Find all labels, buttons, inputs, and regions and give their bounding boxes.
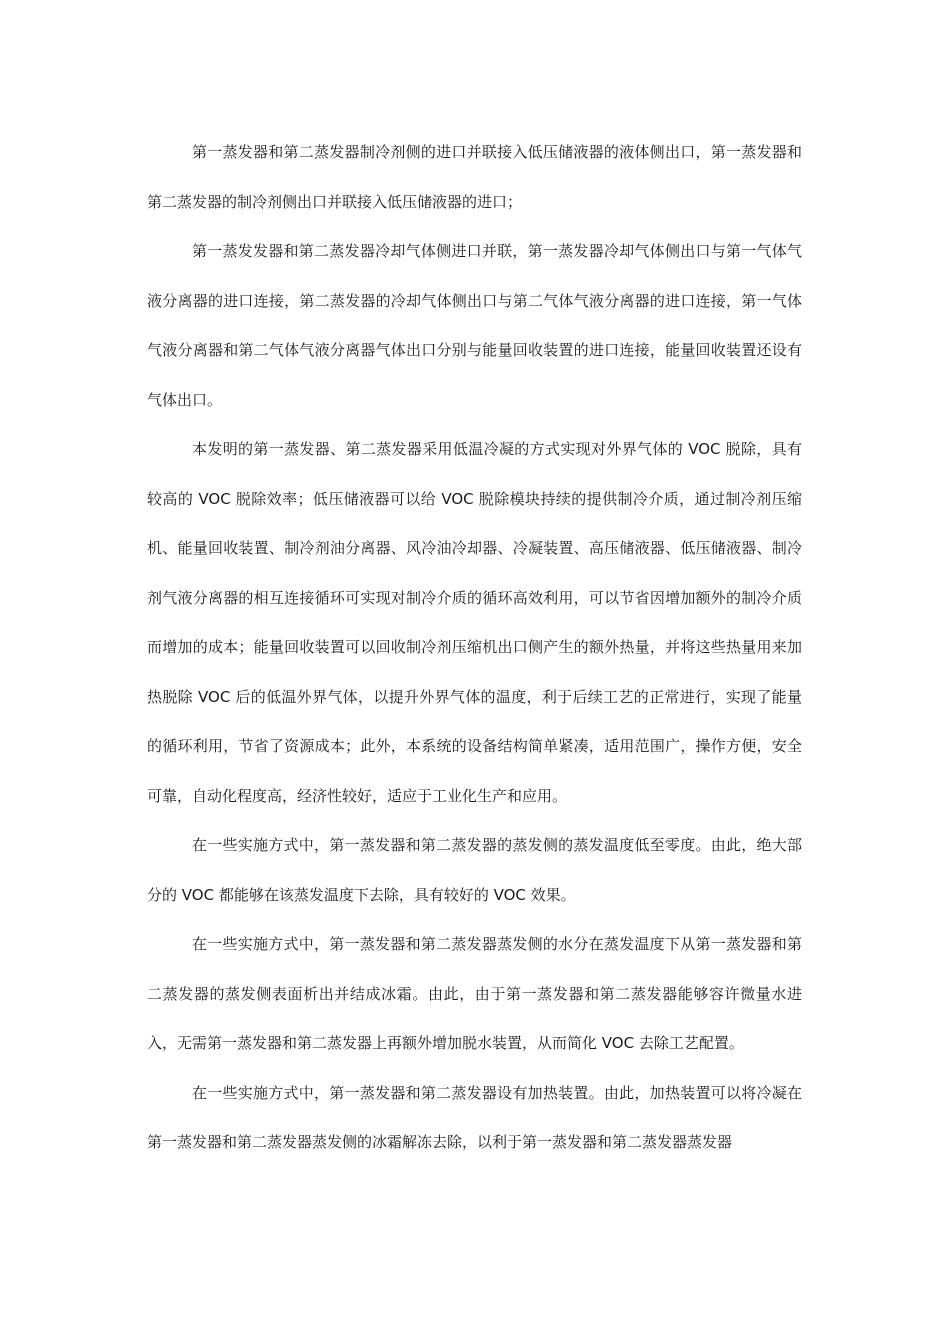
paragraph-5: 在一些实施方式中，第一蒸发器和第二蒸发器蒸发侧的水分在蒸发温度下从第一蒸发器和第二蒸发器的蒸发侧表面析出并结成冰霜。由此，由于第一蒸发器和第二蒸发器能够容许微量水进入，无需第一蒸发器和第二蒸发器上再额外增加脱水装置，从而简化 VOC 去除工艺配置。 (147, 935, 802, 1052)
paragraph-1: 第一蒸发器和第二蒸发器制冷剂侧的进口并联接入低压储液器的液体侧出口，第一蒸发器和第二蒸发器的制冷剂侧出口并联接入低压储液器的进口； (147, 143, 802, 211)
paragraph-4: 在一些实施方式中，第一蒸发器和第二蒸发器的蒸发侧的蒸发温度低至零度。由此，绝大部分的 VOC 都能够在该蒸发温度下去除，具有较好的 VOC 效果。 (147, 836, 802, 904)
paragraph-3: 本发明的第一蒸发器、第二蒸发器采用低温冷凝的方式实现对外界气体的 VOC 脱除，具有较高的 VOC 脱除效率；低压储液器可以给 VOC 脱除模块持续的提供制冷介质，通过制冷剂压缩机、能量回收装置、制冷剂油分离器、风冷油冷却器、冷凝装置、高压储液器、低压储液器、制冷剂气液分离器的相互连接循环可实现对制冷介质的循环高效利用，可以节省因增加额外的制冷介质而增加的成本；能量回收装置可以回收制冷剂压缩机出口侧产生的额外热量，并将这些热量用来加热脱除 VOC 后的低温外界气体，以提升外界气体的温度，利于后续工艺的正常进行，实现了能量的循环利用，节省了资源成本；此外，本系统的设备结构简单紧凑，适用范围广，操作方便，安全可靠，自动化程度高，经济性较好，适应于工业化生产和应用。 (147, 440, 802, 805)
paragraph-6: 在一些实施方式中，第一蒸发器和第二蒸发器设有加热装置。由此，加热装置可以将冷凝在第一蒸发器和第二蒸发器蒸发侧的冰霜解冻去除，以利于第一蒸发器和第二蒸发器蒸发器 (147, 1083, 802, 1151)
document-body (147, 128, 802, 1168)
paragraph-2: 第一蒸发发器和第二蒸发器冷却气体侧进口并联，第一蒸发器冷却气体侧出口与第一气体气液分离器的进口连接，第二蒸发器的冷却气体侧出口与第二气体气液分离器的进口连接，第一气体气液分离器和第二气体气液分离器气体出口分别与能量回收装置的进口连接，能量回收装置还设有气体出口。 (147, 242, 802, 409)
